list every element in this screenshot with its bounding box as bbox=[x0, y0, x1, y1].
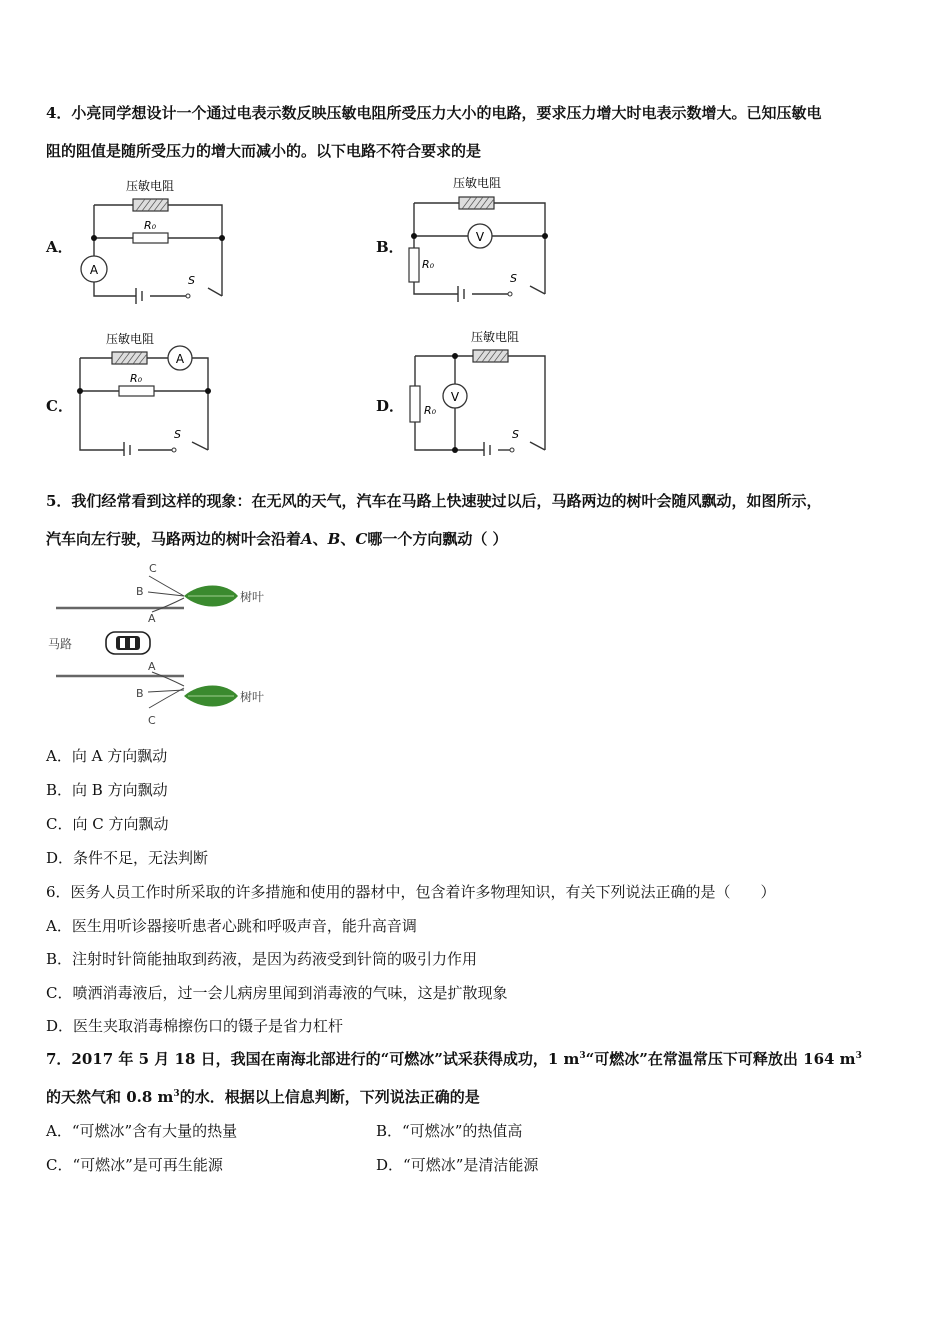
leaf-top bbox=[184, 586, 238, 607]
varistor-label-c: 压敏电阻 bbox=[105, 332, 155, 346]
q7-option-a: A．“可燃冰”含有大量的热量 bbox=[46, 1122, 238, 1140]
q7-option-b: B．“可燃冰”的热值高 bbox=[376, 1122, 523, 1140]
switch-label-d: S bbox=[512, 428, 519, 441]
q4-option-b-label: B． bbox=[376, 238, 404, 256]
q4-option-d-label: D． bbox=[376, 397, 405, 415]
varistor-label-b: 压敏电阻 bbox=[452, 176, 502, 190]
q6-option-b: B．注射时针筒能抽取到药液，是因为药液受到针筒的吸引力作用 bbox=[46, 950, 478, 968]
q5-option-a: A．向 A 方向飘动 bbox=[46, 747, 168, 765]
circuit-diagram-a bbox=[70, 172, 240, 304]
r0-label-d: R₀ bbox=[424, 404, 437, 417]
r0-label-c: R₀ bbox=[129, 372, 143, 385]
q4-option-a-label: A． bbox=[46, 238, 73, 256]
direction-b-bottom: B bbox=[136, 687, 144, 700]
circuit-diagram-d bbox=[400, 326, 560, 456]
leaf-label-bottom: 树叶 bbox=[240, 690, 265, 704]
q5-option-b: B．向 B 方向飘动 bbox=[46, 781, 168, 799]
q6-option-c: C．喷洒消毒液后，过一会儿病房里闻到消毒液的气味，这是扩散现象 bbox=[46, 984, 508, 1002]
circuit-diagram-b bbox=[400, 170, 560, 302]
leaf-bottom bbox=[184, 686, 238, 707]
r0-label-a: R₀ bbox=[143, 219, 157, 232]
road-leaf-diagram bbox=[44, 556, 284, 732]
q4-stem-line2: 阻的阻值是随所受压力的增大而减小的。以下电路不符合要求的是 bbox=[46, 142, 482, 160]
circuit-diagram-c bbox=[70, 328, 230, 456]
leaf-label-top: 树叶 bbox=[240, 590, 265, 604]
q5-option-c: C．向 C 方向飘动 bbox=[46, 815, 169, 833]
car-icon bbox=[106, 632, 150, 654]
q6-stem: 6．医务人员工作时所采取的许多措施和使用的器材中，包含着许多物理知识，有关下列说法正确的是（ ） bbox=[46, 883, 776, 901]
r0-label-b: R₀ bbox=[422, 258, 435, 271]
varistor-label-a: 压敏电阻 bbox=[125, 179, 175, 193]
direction-a-top: A bbox=[148, 612, 156, 625]
ammeter-symbol: A bbox=[89, 263, 99, 277]
q5-stem-line1: 5．我们经常看到这样的现象：在无风的天气，汽车在马路上快速驶过以后，马路两边的树叶会随风飘动，如图所示， bbox=[46, 492, 822, 510]
road-label: 马路 bbox=[48, 637, 73, 651]
switch-label-c: S bbox=[174, 428, 181, 441]
q7-stem-line1: 7．2017 年 5 月 18 日，我国在南海北部进行的“可燃冰”试采获得成功，1 $m^3“$可燃冰”在常温常压下可释放出 164 $m^3$ bbox=[46, 1050, 862, 1068]
ammeter-symbol-c: A bbox=[175, 352, 185, 366]
direction-b-top: B bbox=[136, 585, 144, 598]
switch-label-a: S bbox=[188, 274, 195, 287]
q5-stem-line2: 汽车向左行驶，马路两边的树叶会沿着A、B、C哪一个方向飘动（ ） bbox=[46, 530, 508, 548]
direction-c-top: C bbox=[149, 562, 157, 575]
voltmeter-symbol-d: V bbox=[450, 390, 460, 404]
direction-c-bottom: C bbox=[148, 714, 156, 727]
q7-option-c: C．“可燃冰”是可再生能源 bbox=[46, 1156, 223, 1174]
varistor-label-d: 压敏电阻 bbox=[470, 330, 520, 344]
q4-stem-line1: 4．小亮同学想设计一个通过电表示数反映压敏电阻所受压力大小的电路，要求压力增大时电表示数增大。已知压敏电 bbox=[46, 104, 822, 122]
q5-option-d: D．条件不足，无法判断 bbox=[46, 849, 209, 867]
q6-option-d: D．医生夹取消毒棉擦伤口的镊子是省力杠杆 bbox=[46, 1017, 344, 1035]
q6-option-a: A．医生用听诊器接听患者心跳和呼吸声音，能升高音调 bbox=[46, 917, 417, 935]
switch-label-b: S bbox=[510, 272, 517, 285]
direction-a-bottom: A bbox=[148, 660, 156, 673]
q7-stem-line2: 的天然气和 0.8 $m^3$的水．根据以上信息判断，下列说法正确的是 bbox=[46, 1088, 480, 1106]
q4-option-c-label: C． bbox=[46, 397, 73, 415]
voltmeter-symbol: V bbox=[475, 230, 485, 244]
q7-option-d: D．“可燃冰”是清洁能源 bbox=[376, 1156, 539, 1174]
